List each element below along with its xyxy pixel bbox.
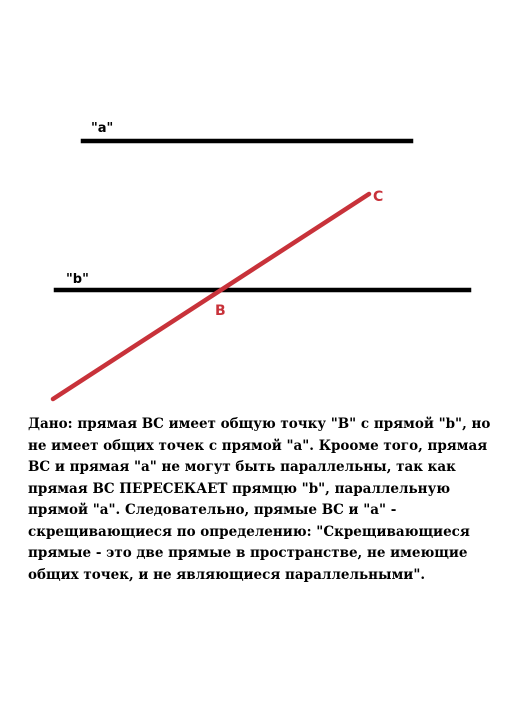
line-b-label: "b": [66, 272, 89, 287]
point-c-label: C: [373, 189, 384, 205]
line-bc: [53, 194, 369, 399]
explanation-text: Дано: прямая ВС имеет общую точку "В" с прямой "b", но не имеет общих точек с прямой "а". Крооме того, прямая ВС и прямая "а" не могут быть параллельны, так как прямая ВС ПЕРЕСЕКАЕТ прямцю "b", параллельную прямой "а". Следовательно, прямые ВС и "а" - скрещивающиеся по определению: "Скрещивающиеся прямые - это две прямые в пространстве, не имеющие общих точек, и не являющиеся параллельными".: [28, 416, 491, 583]
line-a-label: "a": [91, 121, 114, 136]
point-b-label: B: [215, 303, 226, 319]
